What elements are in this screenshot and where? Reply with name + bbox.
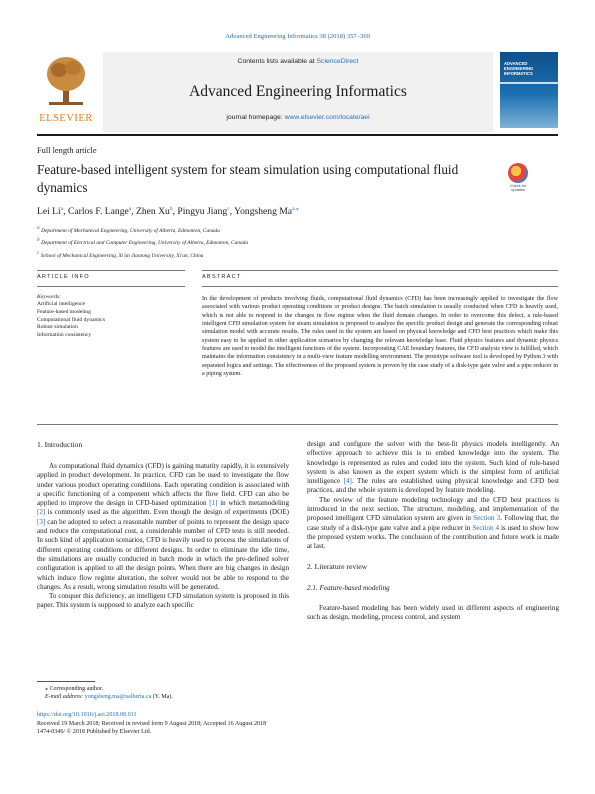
section-link[interactable]: Section 4 <box>472 523 500 532</box>
affiliation-mark: a <box>37 225 40 231</box>
text-run: is commonly used as the algorithm. Even though the design of experiments (DOE) <box>45 508 289 517</box>
masthead-divider <box>37 134 558 136</box>
body-column-right <box>307 440 559 622</box>
author-name[interactable]: Yongsheng Ma <box>234 206 293 218</box>
author-affiliation-mark[interactable]: a,⁎ <box>292 206 299 212</box>
crossmark-icon <box>508 163 528 183</box>
affiliations <box>37 224 248 261</box>
keyword: Robust simulation <box>37 324 78 331</box>
keywords-label: Keywords: <box>37 294 62 300</box>
corresponding-author-note: ⁎ Corresponding author. <box>45 686 104 692</box>
text-run: The review of the feature modeling technology and the CFD best practices is introduced in the next section. The structure, modeling, and implementation of the proposed intelligent CFD simulation system are given in <box>307 495 559 523</box>
author-name[interactable]: Lei Li <box>37 206 61 218</box>
keywords-list <box>37 301 105 340</box>
masthead-center <box>103 52 493 132</box>
affiliation-mark: c <box>37 249 40 256</box>
email-line <box>37 693 173 701</box>
text-run: . The rules are established using physical knowledge and CFD best practices, and the whole system is developed by feature modeling. <box>307 477 559 495</box>
spacer <box>307 552 559 562</box>
citation-link[interactable]: [4] <box>343 477 352 486</box>
email-suffix: (Y. Ma). <box>151 694 173 701</box>
author-affiliation-mark[interactable]: c <box>227 206 230 212</box>
sciencedirect-link[interactable]: ScienceDirect <box>316 58 359 65</box>
article-title: Feature-based intelligent system for steam simulation using computational fluid dynamics <box>37 162 459 195</box>
text-run: is used to show how the proposed system works. The conclusion of the contribution and future work is made at last. <box>307 523 559 551</box>
author-affiliation-mark[interactable]: a <box>128 206 132 212</box>
crossmark-badge[interactable] <box>505 163 531 195</box>
intro-paragraph-1 <box>37 462 289 592</box>
abstract-heading: ABSTRACT <box>202 274 242 280</box>
body-column-left <box>37 440 289 611</box>
article-dates: Received 19 March 2018; Received in revised form 9 August 2018; Accepted 16 August 2018 <box>37 720 267 727</box>
homepage-prefix: journal homepage: <box>226 114 285 121</box>
elsevier-logo[interactable] <box>37 52 95 127</box>
citation-link[interactable]: [3] <box>37 517 46 526</box>
keyword: Artificial intelligence <box>37 301 85 307</box>
author-list: Lei Li$^a$, Carlos F. Lange$^a$, Zhen Xu$^b$, Pingyu Jiang$^c$, Yongsheng $Ma^{a,⁎}$ <box>37 206 299 218</box>
footnote-divider <box>37 681 95 682</box>
author-affiliation-mark[interactable]: b <box>169 206 173 212</box>
article-info-top-rule <box>37 270 185 271</box>
copyright-line: 1474-0346/ © 2018 Published by Elsevier Ltd. <box>37 729 152 736</box>
abstract-text: In the development of products involving fluids, computational fluid dynamics (CFD) has been increasingly applied to investigate the flow associated with various product operating conditions or product designs. The batch simulation is usually conducted when CFD is heavily used, which is not able to respond to the changes in flow regime when the fluid domain changes. In order to overcome this defect, a rule-based intelligent CFD simulation system for steam simulation is proposed to analyze the specific product design and generate the corresponding robust simulation model with accurate results. The rules used in the system are based on physical knowledge and CFD best practices which make this system easy to be applied in other application scenarios by changing the relevant knowledge base. Fluid physics features and dynamic physics features are used to model the intelligent functions of the system. Incorporating CAE boundary features, the CFD analysis view is fulfilled, which maintains the information consistency in a multi-view feature modelling environment. The prototype software tool is developed by Python 3 with separated logics and settings. The effectiveness of the proposed system is proven by the case study of a disk-type gate valve and a pipe reducer in a piping system. <box>202 296 558 378</box>
abstract-rule <box>202 286 558 287</box>
doi-link[interactable]: https://doi.org/10.1016/j.aei.2018.08.011 <box>37 712 137 718</box>
affiliation-item <box>37 224 248 236</box>
text-run: . Following that, the case study of a disk-type gate valve and a pipe reducer in <box>307 514 559 532</box>
affiliation-mark: b <box>37 237 40 244</box>
affiliation-text: School of Mechanical Engineering, Xi'an Jiaotong University, Xi'an, China <box>40 252 204 259</box>
abstract-bottom-rule <box>37 424 558 425</box>
keyword: Computational fluid dynamics <box>37 316 106 323</box>
subsection-heading-feature-modeling: 2.1. Feature-based modeling <box>307 583 390 592</box>
cover-title: ADVANCED ENGINEERING INFORMATICS <box>504 61 534 76</box>
author-name[interactable]: Zhen Xu <box>136 206 170 218</box>
contents-line <box>103 58 493 65</box>
text-run: in which metamodeling <box>217 499 289 508</box>
article-type: Full length article <box>37 146 97 155</box>
text-run: As computational fluid dynamics (CFD) is gaining maturity rapidly, it is extensively applied in product development. In practice, CFD can be used to investigate the flow under various product operating conditions. Each operating condition is associated with a specific functioning of a component which affects the flow field. CFD can also be applied to improve the design in CFD-based optimization <box>37 462 289 508</box>
journal-masthead <box>37 52 558 132</box>
footnote <box>37 685 173 702</box>
author-name[interactable]: Carlos F. Lange <box>67 206 129 218</box>
journal-cover-image[interactable] <box>500 52 558 128</box>
citation-link[interactable]: [1] <box>209 499 218 508</box>
author-name[interactable]: Pingyu Jiang <box>177 206 228 218</box>
keyword: Information consistency <box>37 332 92 339</box>
journal-name: Advanced Engineering Informatics <box>189 83 407 100</box>
section-link[interactable]: Section 3 <box>473 514 501 523</box>
text-run: design and configure the solver with the best-fit physics models intelligently. An effective approach to achieve this is to embed knowledge into the system. The knowledge is represented as rules and coded into the system. Such kind of rule-based system is also known as the expert system which is the simplest form of artificial intelligence <box>307 440 559 486</box>
crossmark-label: Check for updates <box>509 184 527 193</box>
article-meta <box>37 711 266 737</box>
homepage-link[interactable]: www.elsevier.com/locate/aei <box>284 114 370 121</box>
publisher-name: ELSEVIER <box>39 113 93 124</box>
contents-prefix: Contents lists available at <box>237 58 317 65</box>
cover-stripe <box>500 82 558 84</box>
author-affiliation-mark[interactable]: a <box>60 206 64 212</box>
section-heading-introduction: 1. Introduction <box>37 440 83 449</box>
citation-link[interactable]: [2] <box>37 508 46 517</box>
intro-paragraph-3 <box>307 496 559 552</box>
affiliation-item <box>37 249 248 261</box>
affiliation-text: Department of Mechanical Engineering, University of Alberta, Edmonton, Canada <box>41 227 220 234</box>
intro-paragraph-2: To conquer this deficiency, an intelligent CFD simulation system is proposed in this paper. This system is supposed to analyze each specific <box>37 592 289 610</box>
email-label: E-mail address: <box>45 694 85 701</box>
article-info-rule <box>37 286 185 287</box>
abstract-top-rule <box>202 270 558 271</box>
homepage-line <box>103 114 493 121</box>
affiliation-item <box>37 236 248 248</box>
article-info-heading: ARTICLE INFO <box>37 274 90 280</box>
section-heading-literature-review: 2. Literature review <box>307 561 368 571</box>
journal-reference[interactable]: Advanced Engineering Informatics 38 (2018) 357–369 <box>225 33 370 40</box>
elsevier-tree-icon <box>45 54 87 108</box>
keyword: Feature-based modeling <box>37 308 91 315</box>
email-link[interactable]: yongsheng.ma@ualberta.ca <box>84 694 152 701</box>
text-run: can be adopted to select a reasonable number of points to represent the design space and reduce the computational cost, a considerable number of CFD tests is still needed. In such kind of application scenarios, CFD is heavily used to process the simulations of different operating conditions or different designs. In order to eliminate the idle time, the simulations are usually conducted in batch mode in which the pre-defined solver configuration is applied to all the design points. When there are big changes in design which induce flow regime alteration, the solver would not be able to respond to the changes. As a result, wrong simulation results will be generated. <box>37 517 289 591</box>
literature-paragraph-1: Feature-based modeling has been widely used in different aspects of engineering such as design, modeling, process control, and system <box>307 603 559 621</box>
affiliation-text: Department of Electrical and Computer Engineering, University of Alberta, Edmonton, Canada <box>41 240 249 247</box>
intro-paragraph-continued <box>307 440 559 496</box>
